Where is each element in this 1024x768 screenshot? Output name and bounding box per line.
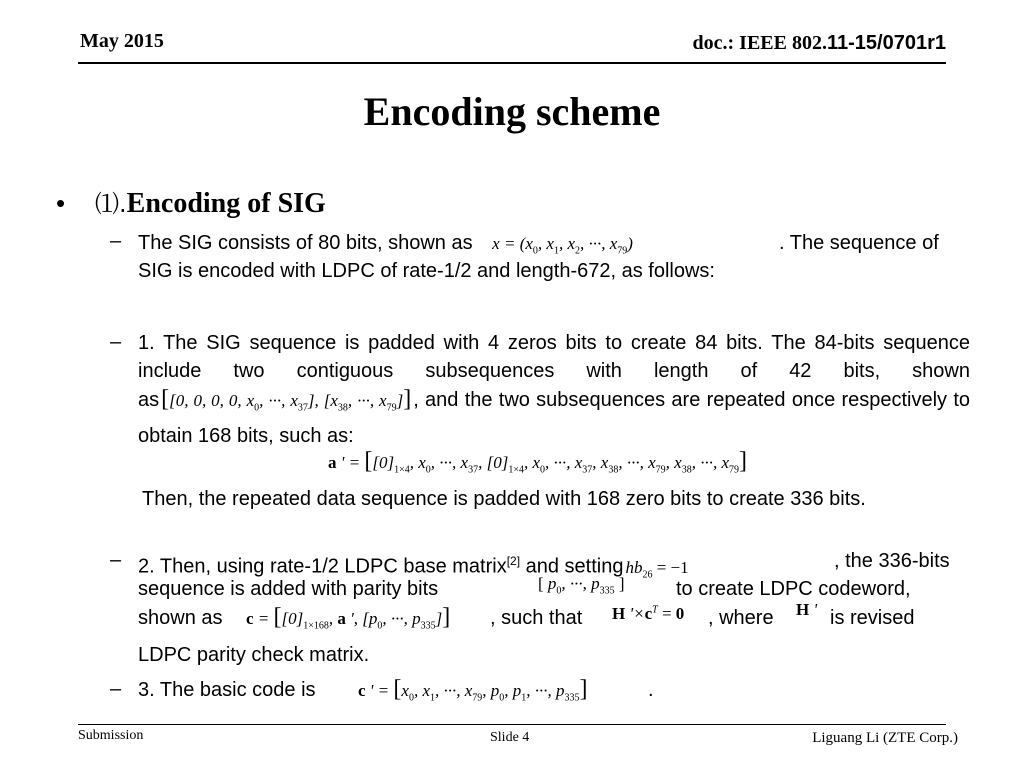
formula-parity-check: H '$\times c^T = 0$: [612, 604, 685, 623]
item-1-text-b-line1: . The sequence of: [779, 232, 939, 254]
dash-marker-4: –: [110, 678, 122, 700]
slide-title: Encoding scheme: [363, 89, 661, 134]
dash-marker-1: –: [110, 230, 122, 252]
footer-author: Liguang Li (ZTE Corp.): [812, 730, 958, 746]
formula-x: $x = (x_0$, $x_1$, $x_2$, ···, $x_{79}$): [492, 234, 633, 257]
item-3-text-a: 2. Then, using rate-1/2 LDPC base matrix: [138, 555, 507, 578]
footer-submission: Submission: [78, 728, 144, 743]
formula-codeword-c: $c = [[0]_{1\times 168}$, a ', [$p_0$, ···, $p_{335}$]]: [246, 604, 451, 632]
then-text: Then, the repeated data sequence is padded with 168 zero bits to create 336 bits.: [142, 488, 866, 510]
doc-number: 11-15/0701r1: [826, 32, 946, 54]
doc-prefix: doc.: IEEE 802.: [692, 32, 827, 54]
section-heading-text: Encoding of SIG: [126, 188, 326, 219]
header-rule: [78, 62, 946, 64]
item-3-text-b: and setting: [520, 555, 624, 578]
item-2: [138, 329, 970, 450]
item-4-text-a: 3. The basic code is: [138, 679, 316, 701]
item-3-text-d-b: shown as: [138, 607, 223, 629]
bullet-marker: •: [56, 188, 66, 218]
item-3-text-c-part1: , the 336-bits: [834, 550, 950, 572]
dash-marker-2: –: [110, 331, 122, 353]
section-number: ⑴.: [95, 190, 127, 218]
then-paragraph: [138, 485, 970, 513]
item-3-text-h: LDPC parity check matrix.: [138, 644, 370, 666]
item-2-text-a: 1. The SIG sequence is padded with 4 zeros bits to create 84 bits. The 84-bits sequence include two contiguous subsequences with length of 42 bits, shown as: [138, 332, 970, 411]
header-doc-id: [693, 32, 946, 55]
item-1-text-a: The SIG consists of 80 bits, shown as: [138, 232, 473, 254]
item-1-text-b-line2: SIG is encoded with LDPC of rate-1/2 and length-672, as follows:: [138, 260, 715, 282]
footer-rule: [78, 724, 946, 725]
item-4-text-b: .: [648, 679, 654, 701]
formula-hb: $hb_{26} = -1$: [625, 557, 689, 581]
citation-ref: [2]: [506, 554, 521, 568]
item-3-text-g: is revised: [830, 607, 915, 629]
formula-basic-code: c ' = [$x_0$, $x_1$, ···, $x_{79}$, $p_0$, $p_1$, ···, $p_{335}$]: [358, 676, 588, 704]
item-3-text-e: , such that: [490, 607, 583, 629]
formula-h-prime: H ': [796, 600, 818, 619]
item-2-text-b: , and the two subsequences are repeated once respectively to obtain 168 bits, such as:: [138, 389, 971, 448]
formula-padded-seq: [[0, 0, 0, 0, $x_0$, ···, $x_{37}$], [$x_{38}$, ···, $x_{79}$]]: [161, 386, 412, 414]
item-3-text-c-part2: sequence is added with parity bits: [138, 578, 439, 600]
header-date: May 2015: [80, 30, 164, 52]
dash-marker-3: –: [110, 549, 122, 571]
item-3-text-d-a: to create LDPC codeword,: [676, 578, 911, 600]
footer-slide-number: Slide 4: [490, 730, 530, 745]
formula-a-prime: a ' = [$[0]_{1\times 4}$, $x_0$, ···, $x_{37}$, $[0]_{1\times 4}$, $x_0$, ···, $x_{37}$, $x_{38}$, ···, $x_{79}$, $x_{38}$, ···, $x_{79}$]: [328, 448, 747, 476]
formula-parity-bits: [ $p_0$, ···, $p_{335}$ ]: [538, 574, 625, 597]
item-3-text-f: , where: [708, 607, 774, 629]
section-heading: [95, 184, 326, 220]
